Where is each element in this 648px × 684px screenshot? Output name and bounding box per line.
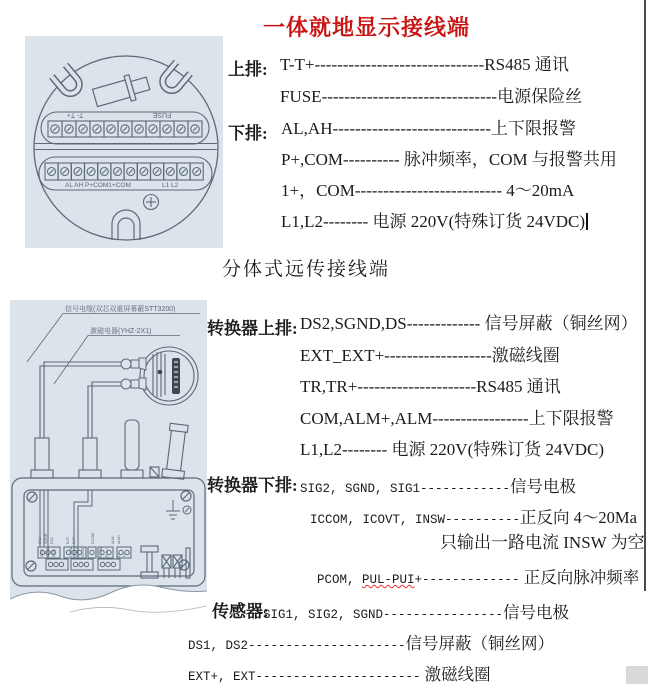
terminal-ids: PCOM, (317, 573, 363, 587)
sensor-label: 传感器: (212, 602, 269, 621)
svg-text:ALM+: ALM+ (117, 534, 121, 544)
terminal-row (310, 504, 637, 528)
scan-paper (25, 36, 223, 248)
lower-row-label: 下排: (228, 124, 268, 143)
text-cursor (586, 213, 588, 230)
terminal-ids: +------------- (414, 573, 520, 587)
terminal-row: 1+，COM-------------------------- 4～20mA (281, 181, 575, 200)
svg-text:DCOM: DCOM (91, 533, 95, 544)
terminal-desc: 正反向脉冲频率 (519, 568, 640, 587)
row-text: L1,L2-------- 电源 220V(特殊订货 24VDC) (281, 212, 586, 231)
svg-text:L2: L2 (122, 553, 126, 557)
terminal-row: L1,L2-------- 电源 220V(特殊订货 24VDC) (300, 440, 605, 459)
terminal-ids: SIG1, SIG2, SGND---------------- (263, 608, 504, 622)
excitation-cable-label: 激磁电器(YHZ-2X1) (90, 328, 152, 335)
note-row: 只输出一路电流 INSW 为空 (440, 533, 645, 552)
integrated-terminal-diagram (25, 36, 223, 248)
label-l1-l2: L1 L2 (162, 182, 179, 189)
terminal-row: COM,ALM+,ALM-----------------上下限报警 (300, 409, 614, 428)
terminal-desc: 信号电极 (510, 477, 577, 496)
terminal-row: P+,COM---------- 脉冲频率，COM 与报警共用 (281, 150, 617, 169)
terminal-row: TR,TR+---------------------RS485 通讯 (300, 377, 561, 396)
svg-text:DS2: DS2 (38, 537, 42, 544)
terminal-ids-spellcheck: PUL-PUI (362, 573, 415, 587)
svg-text:PCOM: PCOM (99, 546, 103, 557)
terminal-row (188, 661, 491, 684)
svg-text:ICOUT: ICOUT (75, 545, 79, 557)
svg-text:EXT-: EXT- (66, 536, 70, 544)
terminal-row: DS2,SGND,DS------------- 信号屏蔽（铜丝网） (300, 314, 638, 333)
terminal-row: AL,AH----------------------------上下限报警 (281, 119, 576, 138)
terminal-desc: 信号屏蔽（铜丝网） (405, 634, 555, 653)
svg-text:DS1: DS1 (50, 537, 54, 544)
terminal-ids: SIG2, SGND, SIG1------------ (300, 482, 511, 496)
svg-text:L1: L1 (117, 553, 121, 557)
terminal-row (317, 564, 639, 588)
page-title: 一体就地显示接线端 (263, 15, 471, 40)
svg-text:SGND: SGND (46, 546, 50, 557)
svg-text:SIG1: SIG1 (52, 548, 56, 557)
terminal-row (188, 630, 554, 654)
page-border-line (644, 0, 646, 591)
terminal-row: FUSE-------------------------------电源保险丝 (280, 87, 583, 106)
section-subtitle: 分体式远传接线端 (222, 259, 391, 280)
label-fuse: FUSE (152, 111, 172, 118)
upper-row-label: 上排: (228, 60, 268, 79)
converter-lower-label: 转换器下排: (207, 476, 298, 495)
terminal-row: T-T+------------------------------RS485 通讯 (280, 55, 569, 74)
scrollbar-corner (626, 666, 648, 684)
terminal-desc: 正反向 4～20Ma (520, 508, 637, 527)
terminal-ids: DS1, DS2--------------------- (188, 639, 406, 653)
terminal-desc: 激磁线圈 (420, 665, 491, 684)
terminal-ids: EXT+, EXT---------------------- (188, 670, 421, 684)
svg-text:EXT+: EXT+ (72, 534, 76, 544)
svg-text:SIG2: SIG2 (40, 548, 44, 557)
converter-upper-label: 转换器上排: (207, 319, 298, 338)
label-t-minus-t-plus: T- T+ (66, 111, 84, 118)
svg-text:ALM-: ALM- (111, 535, 115, 544)
svg-text:INSW: INSW (81, 547, 85, 557)
terminal-row: EXT_EXT+-------------------激磁线圈 (300, 346, 560, 365)
label-bottom-terminals: AL AH P+COM1+COM (65, 182, 131, 189)
svg-text:PUL+: PUL+ (105, 547, 109, 557)
svg-text:I-COM: I-COM (69, 546, 73, 557)
svg-text:SGND: SGND (44, 533, 48, 544)
terminal-ids: ICCOM, ICOVT, INSW---------- (310, 513, 521, 527)
terminal-desc: 信号电极 (503, 603, 570, 622)
terminal-row (281, 212, 588, 232)
signal-cable-label: 信号电缆(双芯双重屏幕蔽STT3200) (65, 306, 176, 313)
terminal-row (263, 599, 569, 623)
terminal-row (300, 473, 576, 497)
remote-terminal-diagram (10, 300, 207, 618)
